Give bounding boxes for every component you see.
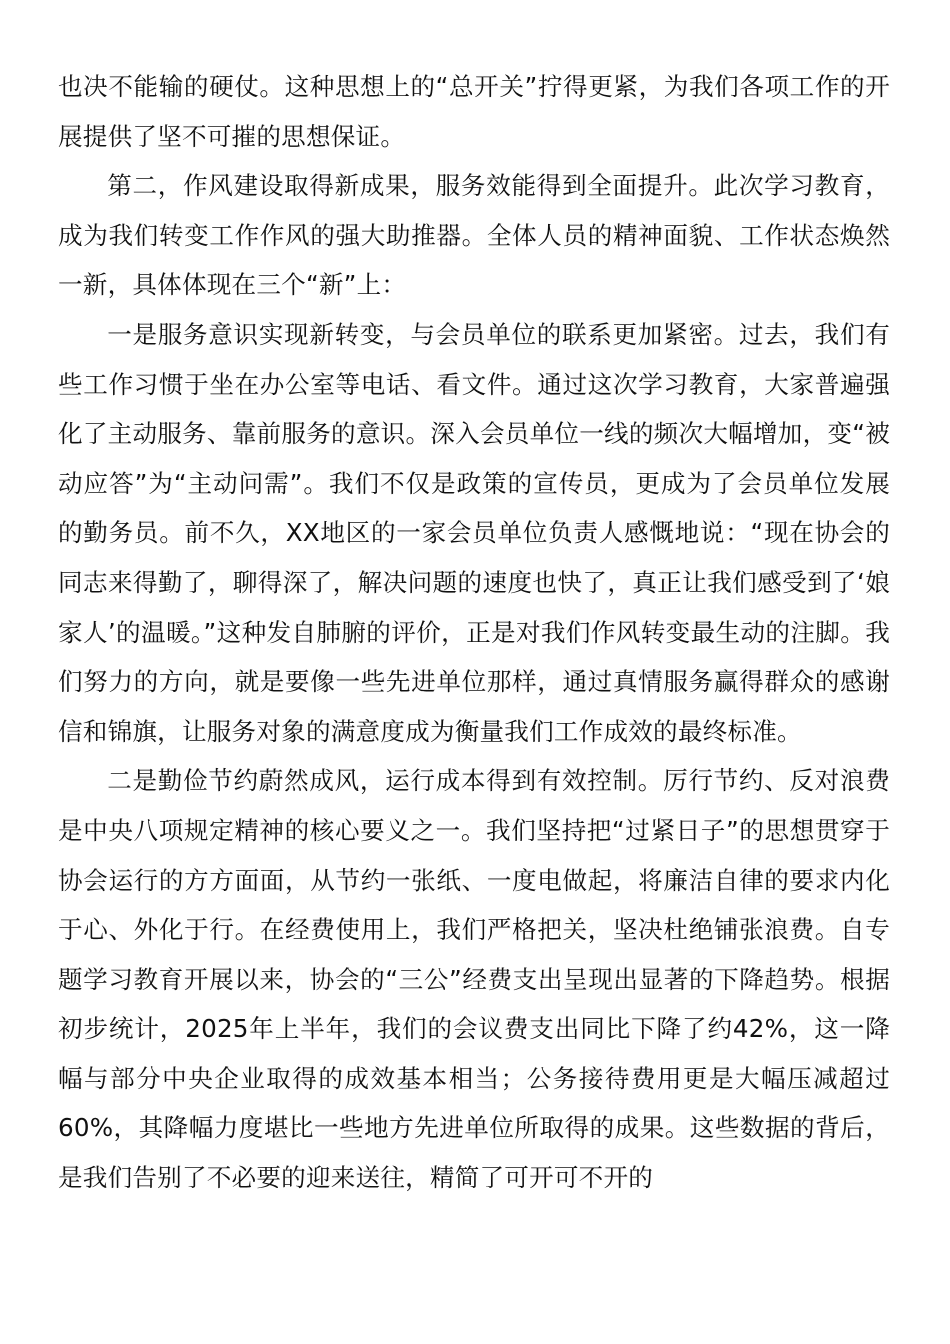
- document-page: [58, 62, 890, 1203]
- paragraph-2: 第二，作风建设取得新成果，服务效能得到全面提升。此次学习教育，成为我们转变工作作风的强大助推器。全体人员的精神面貌、工作状态焕然一新，具体体现在三个“新”上：: [58, 171, 890, 300]
- paragraph-1: 也决不能输的硬仗。这种思想上的“总开关”拧得更紧，为我们各项工作的开展提供了坚不可摧的思想保证。: [58, 72, 890, 151]
- paragraph-4: 二是勤俭节约蔚然成风，运行成本得到有效控制。厉行节约、反对浪费是中央八项规定精神的核心要义之一。我们坚持把“过紧日子”的思想贯穿于协会运行的方方面面，从节约一张纸、一度电做起，将廉洁自律的要求内化于心、外化于行。在经费使用上，我们严格把关，坚决杜绝铺张浪费。自专题学习教育开展以来，协会的“三公”经费支出呈现出显著的下降趋势。根据初步统计，2025年上半年，我们的会议费支出同比下降了约42%，这一降幅与部分中央企业取得的成效基本相当；公务接待费用更是大幅压减超过60%，其降幅力度堪比一些地方先进单位所取得的成果。这些数据的背后，是我们告别了不必要的迎来送往，精简了可开可不开的: [58, 766, 890, 1193]
- paragraph-3: 一是服务意识实现新转变，与会员单位的联系更加紧密。过去，我们有些工作习惯于坐在办公室等电话、看文件。通过这次学习教育，大家普遍强化了主动服务、靠前服务的意识。深入会员单位一线的频次大幅增加，变“被动应答”为“主动问需”。我们不仅是政策的宣传员，更成为了会员单位发展的勤务员。前不久，XX地区的一家会员单位负责人感慨地说：“现在协会的同志来得勤了，聊得深了，解决问题的速度也快了，真正让我们感受到了‘娘家人’的温暖。”这种发自肺腑的评价，正是对我们作风转变最生动的注脚。我们努力的方向，就是要像一些先进单位那样，通过真情服务赢得群众的感谢信和锦旗，让服务对象的满意度成为衡量我们工作成效的最终标准。: [58, 319, 890, 746]
